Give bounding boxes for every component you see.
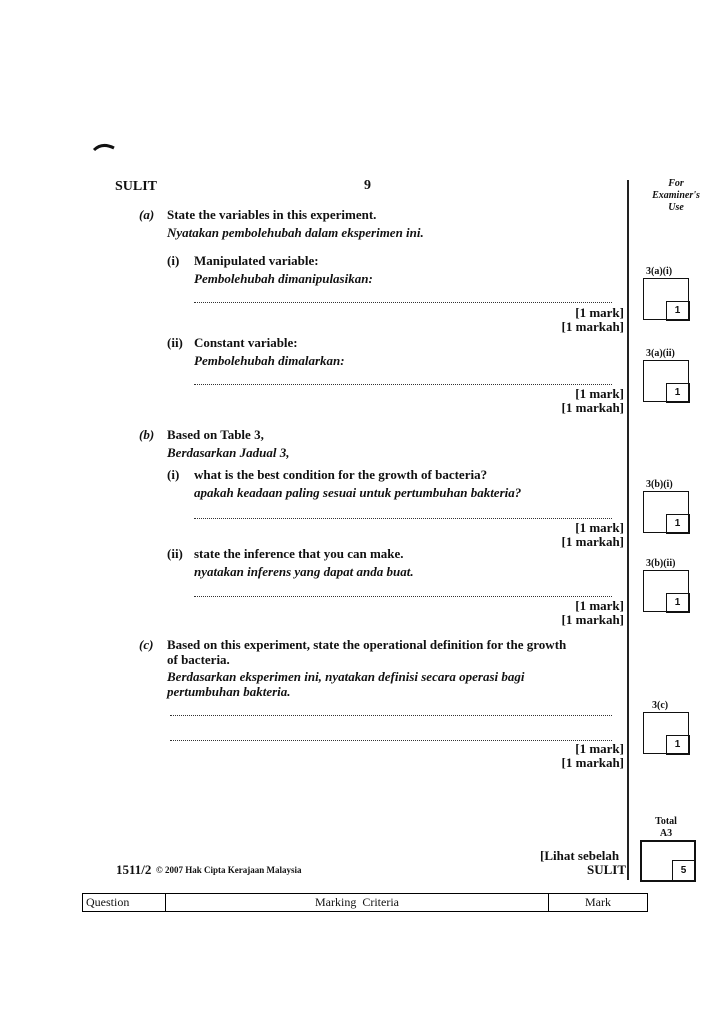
score-value-3aii: 1 <box>666 383 690 403</box>
scan-mark <box>92 140 118 154</box>
markah-b-i: [1 markah] <box>561 534 624 549</box>
mark-c: [1 mark] <box>575 741 624 756</box>
q-a-i-text-ms: Pembolehubah dimanipulasikan: <box>194 271 373 286</box>
box-label-3bii: 3(b)(ii) <box>646 558 676 569</box>
score-value-3ai: 1 <box>666 301 690 321</box>
header-question: Question <box>83 894 166 912</box>
mark-a-ii: [1 mark] <box>575 386 624 401</box>
score-box-3bi <box>643 491 689 533</box>
footer-code: 1511/2 <box>116 862 152 877</box>
q-b-text: Based on Table 3, <box>167 427 264 442</box>
box-label-3c: 3(c) <box>652 700 669 711</box>
mark-a-i: [1 mark] <box>575 305 624 320</box>
q-b-ii-text: state the inference that you can make. <box>194 546 404 561</box>
mark-b-ii: [1 mark] <box>575 598 624 613</box>
box-label-3bi: 3(b)(i) <box>646 479 673 490</box>
q-a-label: (a) <box>139 207 155 222</box>
answer-line-c-2[interactable] <box>170 740 612 741</box>
box-label-3ai: 3(a)(i) <box>646 266 673 277</box>
q-c-text-ms-1: Berdasarkan eksperimen ini, nyatakan definisi secara operasi bagi <box>167 669 525 684</box>
q-b-ii-label: (ii) <box>167 546 183 561</box>
table-header-row <box>83 894 648 912</box>
answer-line-b-ii[interactable] <box>194 596 612 597</box>
examiner-use-label: For Examiner's Use <box>652 178 700 213</box>
margin-line <box>627 180 629 880</box>
q-c-text-2: of bacteria. <box>167 652 230 667</box>
total-box <box>640 840 696 882</box>
q-a-ii-text: Constant variable: <box>194 335 298 350</box>
box-label-3aii: 3(a)(ii) <box>646 348 675 359</box>
score-value-3bii: 1 <box>666 593 690 613</box>
answer-line-a-i[interactable] <box>194 302 612 303</box>
q-c-label: (c) <box>139 637 154 652</box>
q-b-text-ms: Berdasarkan Jadual 3, <box>167 445 290 460</box>
markah-a-ii: [1 markah] <box>561 400 624 415</box>
q-a-i-text: Manipulated variable: <box>194 253 319 268</box>
q-a-text-ms: Nyatakan pembolehubah dalam eksperimen ini. <box>167 225 424 240</box>
footer-sulit: SULIT <box>587 862 627 877</box>
total-value: 5 <box>672 860 696 882</box>
marking-criteria-table <box>82 893 648 912</box>
header-mark: Mark <box>549 894 648 912</box>
answer-line-a-ii[interactable] <box>194 384 612 385</box>
total-label: Total A3 <box>655 816 677 839</box>
score-value-3c: 1 <box>666 735 690 755</box>
q-a-ii-text-ms: Pembolehubah dimalarkan: <box>194 353 345 368</box>
q-b-label: (b) <box>139 427 155 442</box>
answer-line-c-1[interactable] <box>170 715 612 716</box>
markah-c: [1 markah] <box>561 755 624 770</box>
q-c-text-1: Based on this experiment, state the operational definition for the growth <box>167 637 567 652</box>
mark-b-i: [1 mark] <box>575 520 624 535</box>
sulit-header: SULIT <box>115 179 158 194</box>
footer-lihat: [Lihat sebelah <box>540 848 620 863</box>
score-box-3aii <box>643 360 689 402</box>
q-c-text-ms-2: pertumbuhan bakteria. <box>167 684 291 699</box>
q-a-ii-label: (ii) <box>167 335 183 350</box>
q-a-i-label: (i) <box>167 253 180 268</box>
q-a-text: State the variables in this experiment. <box>167 207 377 222</box>
score-box-3c <box>643 712 689 754</box>
q-b-i-text: what is the best condition for the growth of bacteria? <box>194 467 488 482</box>
page-number: 9 <box>364 178 371 193</box>
score-box-3ai <box>643 278 689 320</box>
q-b-ii-text-ms: nyatakan inferens yang dapat anda buat. <box>194 564 414 579</box>
answer-line-b-i[interactable] <box>194 518 612 519</box>
markah-b-ii: [1 markah] <box>561 612 624 627</box>
score-box-3bii <box>643 570 689 612</box>
q-b-i-text-ms: apakah keadaan paling sesuai untuk pertumbuhan bakteria? <box>194 485 522 500</box>
q-b-i-label: (i) <box>167 467 180 482</box>
score-value-3bi: 1 <box>666 514 690 534</box>
markah-a-i: [1 markah] <box>561 319 624 334</box>
footer-copyright: © 2007 Hak Cipta Kerajaan Malaysia <box>156 865 302 875</box>
header-marking-criteria: Marking Criteria <box>166 894 549 912</box>
